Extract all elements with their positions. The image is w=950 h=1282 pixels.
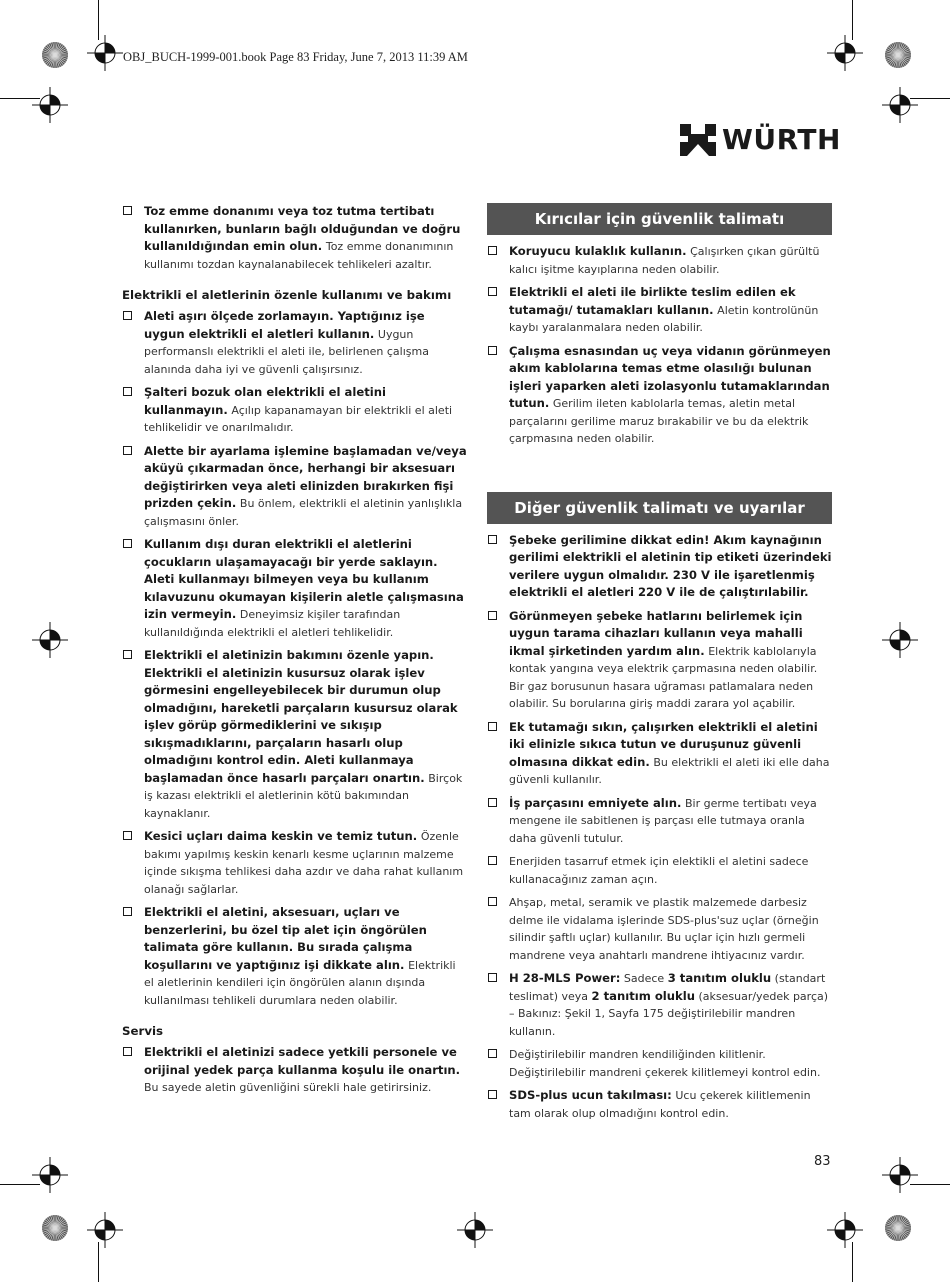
- crop-line: [852, 0, 853, 40]
- checkbox-bullet-icon: [123, 831, 132, 840]
- registration-mark-icon: [32, 1157, 68, 1193]
- crop-line: [910, 1184, 950, 1185]
- checkbox-bullet-icon: [488, 535, 497, 544]
- list-item: [487, 1046, 832, 1081]
- item-bold-text: 2 tanıtım oluklu: [591, 988, 695, 1003]
- item-text: Enerjiden tasarruf etmek için elektikli el aletini sadece kullanacağınız zaman açın.: [509, 855, 809, 886]
- checkbox-bullet-icon: [123, 650, 132, 659]
- list-item: [487, 894, 832, 964]
- checkbox-bullet-icon: [488, 1049, 497, 1058]
- right-column: [487, 203, 832, 1128]
- wurth-logo-icon: [678, 122, 718, 158]
- checkbox-bullet-icon: [123, 539, 132, 548]
- checkbox-bullet-icon: [488, 287, 497, 296]
- list-item: [487, 532, 832, 602]
- item-text: Değiştirilebilir mandren kendiliğinden kilitlenir. Değiştirilebilir mandreni çekerek kilitlemeyi kontrol edin.: [509, 1048, 821, 1079]
- crop-line: [910, 98, 950, 99]
- checkbox-bullet-icon: [123, 907, 132, 916]
- item-text: Elektrikli el aletlerinin kendileri için öngörülen alanın dışında kullanılması tehlikeli durumlara neden olabilir.: [144, 958, 456, 1007]
- section-heading-service: Servis: [122, 1024, 164, 1038]
- item-text: Sadece: [620, 972, 668, 985]
- registration-mark-icon: [882, 87, 918, 123]
- crop-line: [0, 1184, 40, 1185]
- registration-mark-icon: [457, 1212, 493, 1248]
- list-item: [122, 1044, 467, 1097]
- item-bold-text: Toz emme donanımı veya toz tutma tertibatı kullanırken, bunların bağlı olduğundan ve doğru kullanıldığından emin olun.: [144, 204, 461, 253]
- item-text: (standart teslimat) veya: [509, 972, 826, 1003]
- list-item: [122, 203, 467, 273]
- item-bold-text: Çalışma esnasından uç veya vidanın görünmeyen akım kablolarına temas etme olasılığı bulunan işleri yaparken aleti izolasyonlu tutamaklarından tutun.: [509, 343, 831, 410]
- item-bold-text: Alette bir ayarlama işlemine başlamadan ve/veya aküyü çıkarmadan önce, herhangi bir aksesuarı değiştirirken veya aleti elinizden bırakırken fişi prizden çekin.: [144, 443, 467, 510]
- page-number: 83: [814, 1154, 831, 1169]
- checkbox-bullet-icon: [488, 246, 497, 255]
- starburst-mark-icon: [41, 41, 69, 69]
- crop-line: [0, 98, 40, 99]
- list-item-h28: [487, 970, 832, 1040]
- registration-mark-icon: [87, 1212, 123, 1248]
- registration-mark-icon: [32, 622, 68, 658]
- item-text: Bu sayede aletin güvenliğini sürekli hale getirirsiniz.: [144, 1081, 432, 1094]
- item-text: (aksesuar/yedek parça) – Bakınız: Şekil 1, Sayfa 175 değiştirilebilir mandren kullanın.: [509, 989, 829, 1038]
- item-text: Toz emme donanımının kullanımı tozdan kaynalanabilecek tehlikeleri azaltır.: [144, 240, 454, 271]
- crop-line: [98, 0, 99, 40]
- registration-mark-icon: [32, 87, 68, 123]
- checkbox-bullet-icon: [123, 311, 132, 320]
- item-text: Bu önlem, elektrikli el aletinin yanlışlıkla çalışmasını önler.: [144, 497, 463, 528]
- list-item: [487, 343, 832, 448]
- checkbox-bullet-icon: [488, 798, 497, 807]
- item-bold-text: Ek tutamağı sıkın, çalışırken elektrikli el aletini iki elinizle sıkıca tutun ve duruşunuz güvenli olmasına dikkat edin.: [509, 719, 818, 769]
- item-bold-text: 3 tanıtım oluklu: [667, 971, 772, 985]
- list-item: [122, 904, 467, 1009]
- list-item: [487, 719, 832, 789]
- item-bold-text: Kesici uçları daima keskin ve temiz tutun.: [144, 829, 418, 843]
- starburst-mark-icon: [41, 1214, 69, 1242]
- crop-line: [98, 1242, 99, 1282]
- list-item: [487, 608, 832, 713]
- item-bold-text: Kullanım dışı duran elektrikli el aletlerini çocukların ulaşamayacağı bir yerde saklayın. Aleti kullanmayı bilmeyen veya bu kullanım kılavuzunu okumayan kişilerin aletle çalışmasına izin vermeyin.: [144, 537, 464, 621]
- checkbox-bullet-icon: [123, 387, 132, 396]
- wurth-logo: [678, 122, 841, 158]
- section-heading-care: Elektrikli el aletlerinin özenle kullanımı ve bakımı: [122, 288, 452, 302]
- item-bold-text: Şebeke gerilimine dikkat edin! Akım kaynağının gerilimi elektrikli el aletinin tip etiketi üzerindeki verilere uygun olmalıdır. 230 V ile işaretlenmiş elektrikli el aletleri 220 V ile de çalıştırılabilir.: [509, 532, 832, 599]
- checkbox-bullet-icon: [488, 722, 497, 731]
- checkbox-bullet-icon: [123, 446, 132, 455]
- checkbox-bullet-icon: [488, 1090, 497, 1099]
- crop-line: [852, 1242, 853, 1282]
- registration-mark-icon: [827, 35, 863, 71]
- banner-breaker-safety: Kırıcılar için güvenlik talimatı: [487, 203, 832, 235]
- item-bold-text: Koruyucu kulaklık kullanın.: [509, 244, 687, 258]
- item-text: Ucu çekerek kilitlemenin tam olarak olup olmadığını kontrol edin.: [509, 1089, 811, 1120]
- list-item: [122, 828, 467, 898]
- registration-mark-icon: [882, 622, 918, 658]
- list-item: [487, 1087, 832, 1122]
- item-bold-text: İş parçasını emniyete alın.: [509, 795, 682, 810]
- starburst-mark-icon: [884, 41, 912, 69]
- banner-other-safety: Diğer güvenlik talimatı ve uyarılar: [487, 492, 832, 524]
- registration-mark-icon: [882, 1157, 918, 1193]
- left-column: [122, 203, 467, 1103]
- item-text: Özenle bakımı yapılmış keskin kenarlı kesme uçlarının malzeme içinde sıkışma tehlikesi daha azdır ve daha rahat kullanım olanağı sağlarlar.: [144, 830, 464, 896]
- item-bold-text: H 28-MLS Power:: [509, 971, 621, 985]
- item-text: Gerilim ileten kablolarla temas, aletin metal parçalarını gerilime maruz bırakabilir ve bu da elektrik çarpmasına neden olabilir.: [509, 397, 809, 445]
- starburst-mark-icon: [884, 1214, 912, 1242]
- registration-mark-icon: [87, 35, 123, 71]
- item-text: Deneyimsiz kişiler tarafından kullanıldığında elektrikli el aletleri tehlikelidir.: [144, 608, 401, 639]
- item-bold-text: Elektrikli el aletinizin bakımını özenle yapın. Elektrikli el aletinizin kusursuz olarak işlev görmesini engelleyebilecek bir durumun olup olmadığını, hareketli parçaların kusursuz olarak işlev görüp görmediklerini ve sıkışıp sıkışmadıklarını, parçaların hasarlı olup olmadığını kontrol edin. Aleti kullanmaya başlamadan önce hasarlı parçaları onartın.: [144, 648, 458, 785]
- item-bold-text: SDS-plus ucun takılması:: [509, 1088, 672, 1102]
- print-header: OBJ_BUCH-1999-001.book Page 83 Friday, June 7, 2013 11:39 AM: [123, 50, 468, 64]
- checkbox-bullet-icon: [123, 206, 132, 215]
- brand-name: WÜRTH: [722, 123, 841, 156]
- list-item: [122, 647, 467, 822]
- list-item: [122, 308, 467, 378]
- registration-mark-icon: [827, 1212, 863, 1248]
- item-text: Açılıp kapanamayan bir elektrikli el aleti tehlikelidir ve onarılmalıdır.: [144, 403, 453, 434]
- checkbox-bullet-icon: [488, 346, 497, 355]
- item-bold-text: Elektrikli el aletinizi sadece yetkili personele ve orijinal yedek parça kullanma koşulu ile onartın.: [144, 1045, 461, 1077]
- item-bold-text: Görünmeyen şebeke hatlarını belirlemek için uygun tarama cihazları kullanın veya mahalli ikmal şirketinden yardım alın.: [509, 608, 803, 658]
- list-item: [487, 853, 832, 888]
- item-text: Birçok iş kazası elektrikli el aletlerinin kötü bakımından kaynaklanır.: [144, 771, 463, 820]
- item-text: Çalışırken çıkan gürültü kalıcı işitme kayıplarına neden olabilir.: [509, 245, 820, 276]
- list-item: [487, 243, 832, 278]
- list-item: [487, 284, 832, 337]
- item-text: Bir germe tertibatı veya mengene ile sabitlenen iş parçası elle tutmaya oranla daha güvenli tutulur.: [509, 796, 817, 845]
- item-text: Elektrik kablolarıyla kontak yangına veya elektrik çarpmasına neden olabilir. Bir gaz borusunun hasara uğraması patlamalara neden olabilir. Su borularına giriş maddi zarara yol açabilir.: [509, 644, 818, 710]
- item-bold-text: Aleti aşırı ölçede zorlamayın. Yaptığınız işe uygun elektrikli el aletleri kullanın.: [144, 309, 425, 341]
- list-item: [122, 384, 467, 437]
- list-item: [122, 443, 467, 531]
- list-item: [487, 795, 832, 848]
- item-text: Aletin kontrolünün kaybı yaralanmalara neden olabilir.: [509, 303, 819, 334]
- item-text: Ahşap, metal, seramik ve plastik malzemede darbesiz delme ile vidalama işlerinde SDS-plus'suz uçlar (örneğin silindir şaftlı uçlar) kullanılır. Bu uçlar için hızlı germeli mandrene veya anahtarlı mandrene ihtiyacınız vardır.: [509, 896, 819, 962]
- item-bold-text: Elektrikli el aleti ile birlikte teslim edilen ek tutamağı/ tutamakları kullanın.: [509, 285, 796, 317]
- list-item: [122, 536, 467, 641]
- checkbox-bullet-icon: [123, 1047, 132, 1056]
- checkbox-bullet-icon: [488, 856, 497, 865]
- item-text: Uygun performanslı elektrikli el aleti ile, belirlenen çalışma alanında daha iyi ve güvenli çalışırsınız.: [144, 327, 429, 376]
- checkbox-bullet-icon: [488, 897, 497, 906]
- item-bold-text: Elektrikli el aletini, aksesuarı, uçları ve benzerlerini, bu özel tip alet için öngörülen talimata göre kullanın. Bu sırada çalışma koşullarını ve yaptığınız işi dikkate alın.: [144, 905, 427, 972]
- item-text: Bu elektrikli el aleti iki elle daha güvenli kullanılır.: [509, 755, 830, 786]
- item-bold-text: Şalteri bozuk olan elektrikli el aletini kullanmayın.: [144, 385, 386, 417]
- checkbox-bullet-icon: [488, 611, 497, 620]
- checkbox-bullet-icon: [488, 973, 497, 982]
